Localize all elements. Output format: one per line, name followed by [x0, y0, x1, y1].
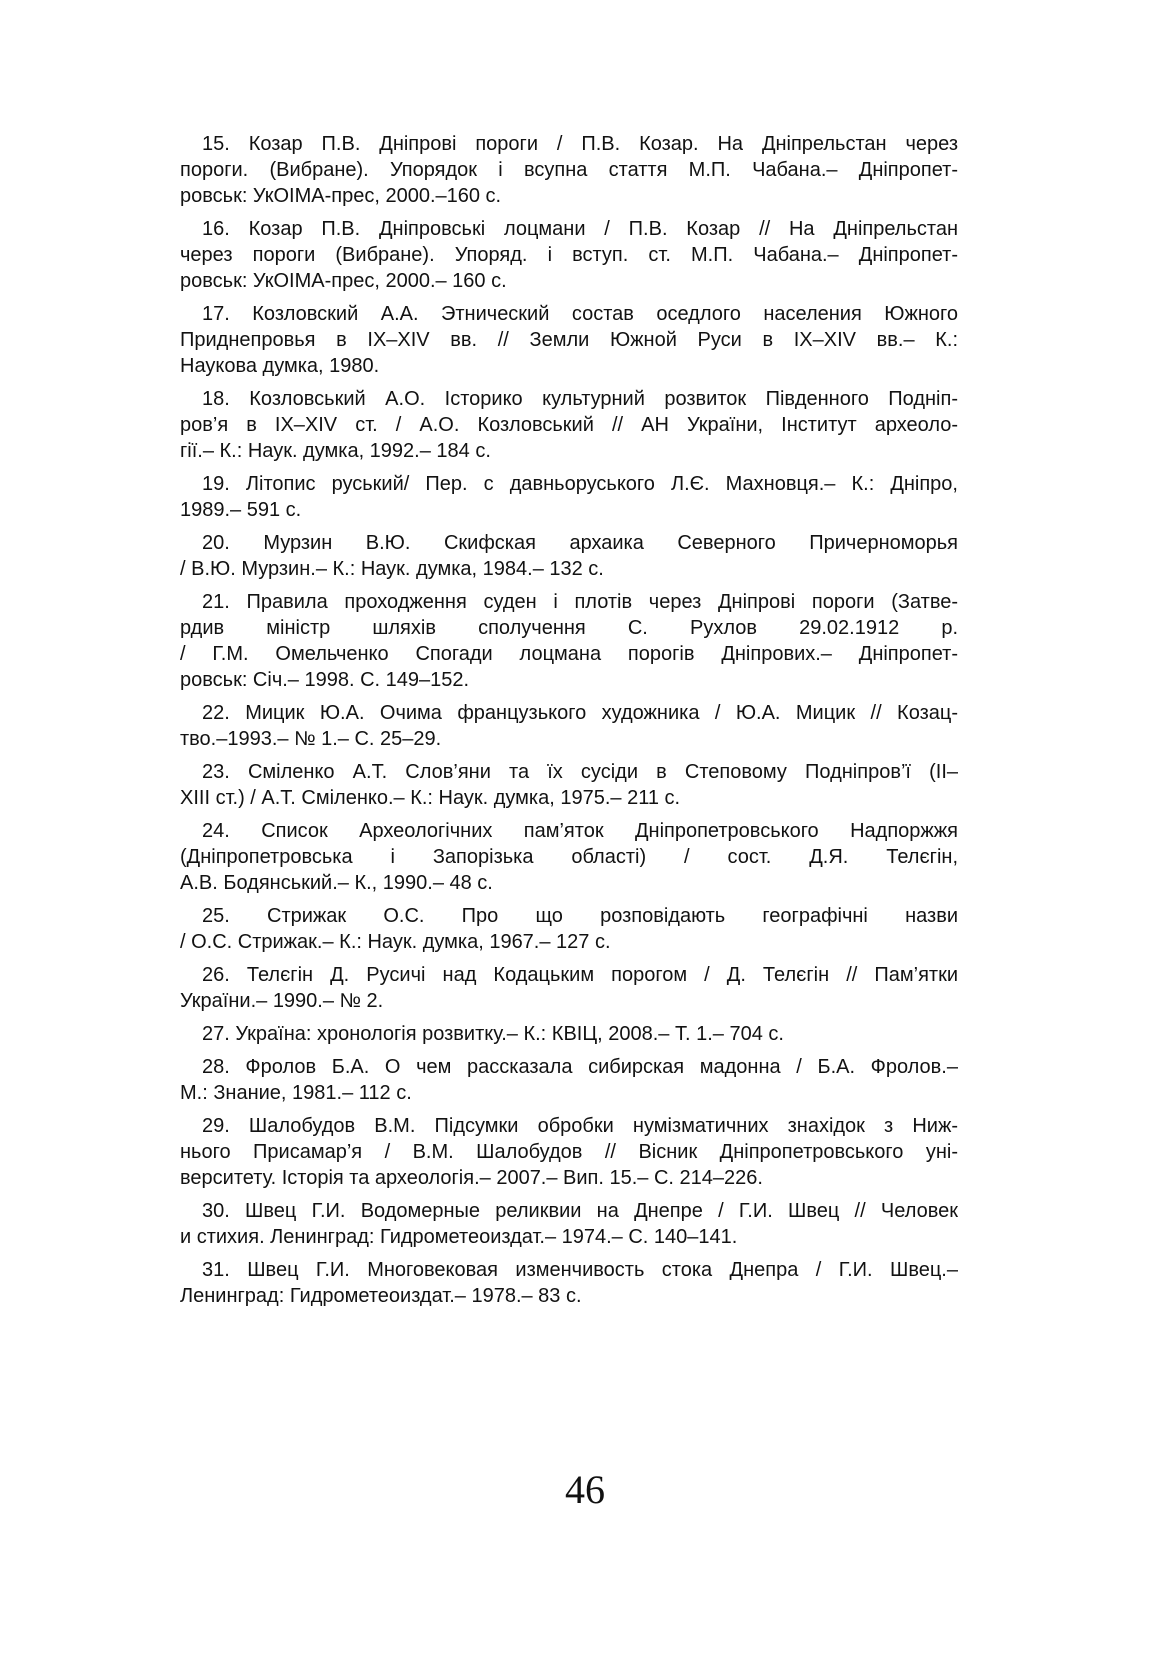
reference-line: рдив міністр шляхів сполучення С. Рухлов 29.02.1912 р.	[180, 617, 958, 639]
reference-item	[180, 700, 958, 752]
reference-line: 1989.– 591 с.	[180, 499, 302, 521]
reference-line: 23. Сміленко А.Т. Слов’яни та їх сусіди в Степовому Подніпров’ї (II–	[202, 761, 958, 783]
reference-line: 29. Шалобудов В.М. Підсумки обробки нумізматичних знахідок з Ниж-	[202, 1115, 958, 1137]
reference-line: України.– 1990.– № 2.	[180, 990, 384, 1012]
reference-line: 22. Мицик Ю.А. Очима французького художника / Ю.А. Мицик // Козац-	[202, 702, 958, 724]
reference-line: ровськ: УкОІМА-прес, 2000.–160 с.	[180, 185, 502, 207]
reference-item	[180, 216, 958, 294]
reference-line: / О.С. Стрижак.– К.: Наук. думка, 1967.– 127 с.	[180, 931, 611, 953]
reference-item	[180, 386, 958, 464]
reference-item	[180, 903, 958, 955]
reference-item	[180, 1198, 958, 1250]
reference-line: / В.Ю. Мурзин.– К.: Наук. думка, 1984.– 132 с.	[180, 558, 604, 580]
reference-item	[180, 962, 958, 1014]
reference-item	[180, 131, 958, 209]
reference-line: ров’я в IX–XIV ст. / А.О. Козловський // АН України, Інститут археоло-	[180, 414, 958, 436]
page-number: 46	[565, 1467, 605, 1512]
reference-line: 16. Козар П.В. Дніпровські лоцмани / П.В. Козар // На Дніпрельстан	[202, 218, 958, 240]
reference-line: ровськ: Січ.– 1998. С. 149–152.	[180, 669, 470, 691]
reference-line: через пороги (Вибране). Упоряд. і вступ. ст. М.П. Чабана.– Дніпропет-	[180, 244, 958, 266]
reference-line: 26. Телєгін Д. Русичі над Кодацьким порогом / Д. Телєгін // Пам’ятки	[202, 964, 958, 986]
reference-line: 20. Мурзин В.Ю. Скифская архаика Северного Причерноморья	[202, 532, 958, 554]
reference-line: 17. Козловский А.А. Этнический состав оседлого населения Южного	[202, 303, 958, 325]
reference-line: 19. Літопис руський/ Пер. с давньоруського Л.Є. Махновця.– К.: Дніпро,	[202, 473, 958, 495]
reference-item	[180, 759, 958, 811]
reference-line: 18. Козловський А.О. Історико культурний розвиток Південного Подніп-	[202, 388, 958, 410]
reference-item	[180, 1113, 958, 1191]
reference-line: 30. Швец Г.И. Водомерные реликвии на Днепре / Г.И. Швец // Человек	[202, 1200, 958, 1222]
reference-item	[180, 1021, 958, 1047]
reference-line: М.: Знание, 1981.– 112 с.	[180, 1082, 412, 1104]
reference-line: (Дніпропетровська і Запорізька області) / сост. Д.Я. Телєгін,	[180, 846, 958, 868]
reference-line: ровськ: УкОІМА-прес, 2000.– 160 с.	[180, 270, 507, 292]
reference-line: XIII ст.) / А.Т. Сміленко.– К.: Наук. думка, 1975.– 211 с.	[180, 787, 681, 809]
reference-line: А.В. Бодянський.– К., 1990.– 48 с.	[180, 872, 493, 894]
reference-line: Наукова думка, 1980.	[180, 355, 380, 377]
reference-item	[180, 1257, 958, 1309]
reference-item	[180, 1054, 958, 1106]
reference-line: гії.– К.: Наук. думка, 1992.– 184 с.	[180, 440, 491, 462]
reference-line: 15. Козар П.В. Дніпрові пороги / П.В. Козар. На Дніпрельстан через	[202, 133, 958, 155]
reference-item	[180, 589, 958, 693]
reference-line: и стихия. Ленинград: Гидрометеоиздат.– 1974.– С. 140–141.	[180, 1226, 738, 1248]
reference-line: Приднепровья в IX–XIV вв. // Земли Южной Руси в IX–XIV вв.– К.:	[180, 329, 958, 351]
reference-list	[180, 131, 958, 1309]
reference-line: 28. Фролов Б.А. О чем рассказала сибирская мадонна / Б.А. Фролов.–	[202, 1056, 958, 1078]
reference-line: пороги. (Вибране). Упорядок і всупна стаття М.П. Чабана.– Дніпропет-	[180, 159, 958, 181]
reference-line: 31. Швец Г.И. Многовековая изменчивость стока Днепра / Г.И. Швец.–	[202, 1259, 958, 1281]
reference-line: 27. Україна: хронологія розвитку.– К.: КВІЦ, 2008.– Т. 1.– 704 с.	[202, 1023, 784, 1045]
reference-line: 25. Стрижак О.С. Про що розповідають географічні назви	[202, 905, 958, 927]
reference-line: 21. Правила проходження суден і плотів через Дніпрові пороги (Затве-	[202, 591, 958, 613]
reference-line: Ленинград: Гидрометеоиздат.– 1978.– 83 с.	[180, 1285, 582, 1307]
reference-line: верситету. Історія та археологія.– 2007.– Вип. 15.– С. 214–226.	[180, 1167, 763, 1189]
reference-item	[180, 818, 958, 896]
reference-line: тво.–1993.– № 1.– С. 25–29.	[180, 728, 442, 750]
reference-line: нього Присамар’я / В.М. Шалобудов // Вісник Дніпропетровського уні-	[180, 1141, 958, 1163]
reference-item	[180, 301, 958, 379]
reference-item	[180, 471, 958, 523]
reference-item	[180, 530, 958, 582]
reference-line: 24. Список Археологічних пам’яток Дніпропетровського Надпоржжя	[202, 820, 958, 842]
reference-line: / Г.М. Омельченко Спогади лоцмана порогів Дніпрових.– Дніпропет-	[180, 643, 958, 665]
